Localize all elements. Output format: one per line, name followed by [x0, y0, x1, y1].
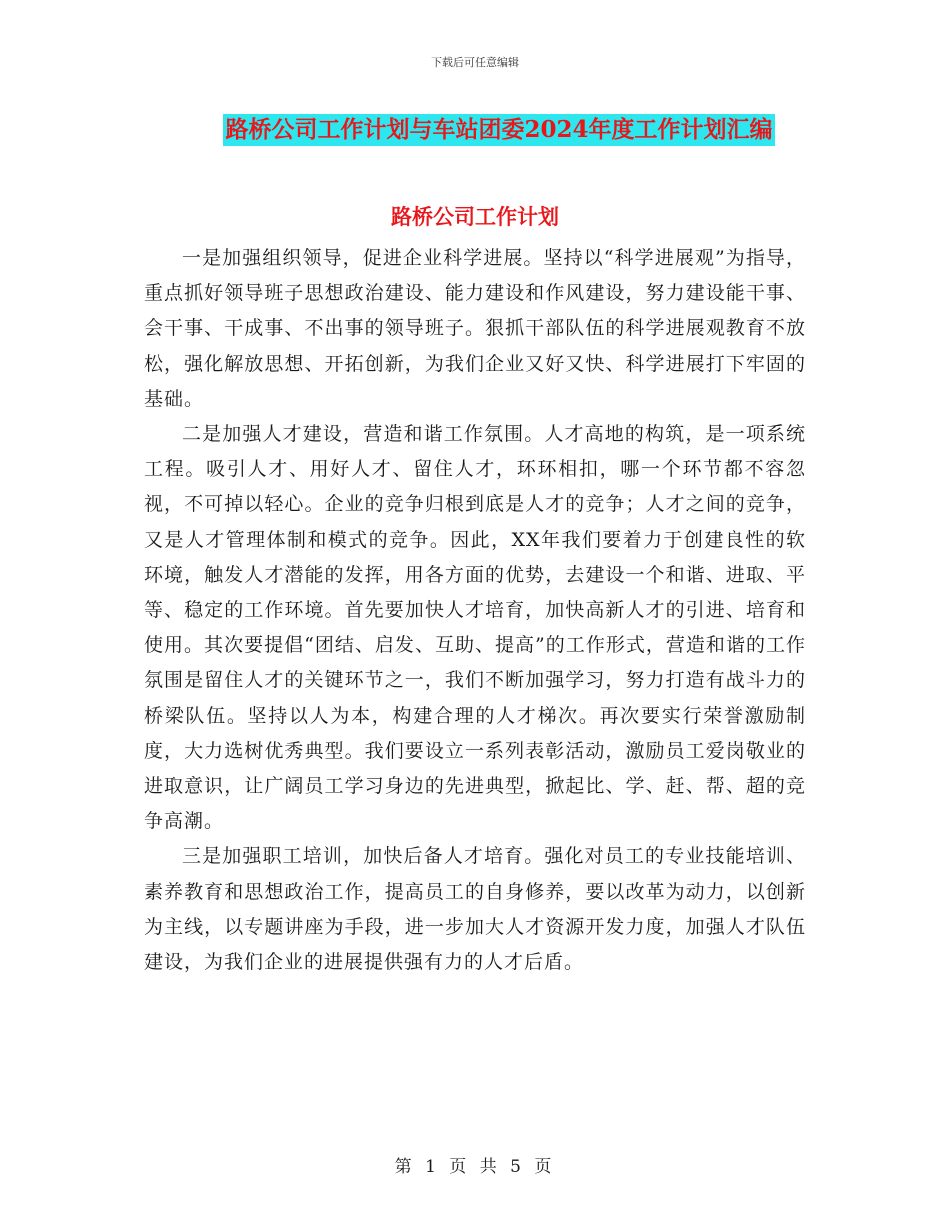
paragraph-3: 三是加强职工培训，加快后备人才培育。强化对员工的专业技能培训、素养教育和思想政治工作，提高员工的自身修养，要以改革为动力，以创新为主线，以专题讲座为手段，进一步加大人才资源开发力度，加强人才队伍建设，为我们企业的进展提供强有力的人才后盾。	[144, 845, 806, 974]
paragraph-1: 一是加强组织领导，促进企业科学进展。坚持以“科学进展观”为指导，重点抓好领导班子思想政治建设、能力建设和作风建设，努力建设能干事、会干事、干成事、不出事的领导班子。狠抓干部队伍的科学进展观教育不放松，强化解放思想、开拓创新，为我们企业又好又快、科学进展打下牢固的基础。	[144, 247, 806, 410]
document-title-container	[0, 114, 950, 146]
page-number-footer: 第 1 页 共 5 页	[394, 1157, 556, 1177]
header-note: 下载后可任意编辑	[431, 56, 519, 69]
document-title: 路桥公司工作计划与车站团委2024年度工作计划汇编	[223, 114, 774, 146]
section-title: 路桥公司工作计划	[391, 204, 559, 229]
document-body	[144, 241, 806, 980]
paragraph-2: 二是加强人才建设，营造和谐工作氛围。人才高地的构筑，是一项系统工程。吸引人才、用好人才、留住人才，环环相扣，哪一个环节都不容忽视，不可掉以轻心。企业的竞争归根到底是人才的竞争；人才之间的竞争，又是人才管理体制和模式的竞争。因此，XX年我们要着力于创建良性的软环境，触发人才潜能的发挥，用各方面的优势，去建设一个和谐、进取、平等、稳定的工作环境。首先要加快人才培育，加快高新人才的引进、培育和使用。其次要提倡“团结、启发、互助、提高”的工作形式，营造和谐的工作氛围是留住人才的关键环节之一，我们不断加强学习，努力打造有战斗力的桥梁队伍。坚持以人为本，构建合理的人才梯次。再次要实行荣誉激励制度，大力选树优秀典型。我们要设立一系列表彰活动，激励员工爱岗敬业的进取意识，让广阔员工学习身边的先进典型，掀起比、学、赶、帮、超的竞争高潮。	[144, 423, 806, 833]
